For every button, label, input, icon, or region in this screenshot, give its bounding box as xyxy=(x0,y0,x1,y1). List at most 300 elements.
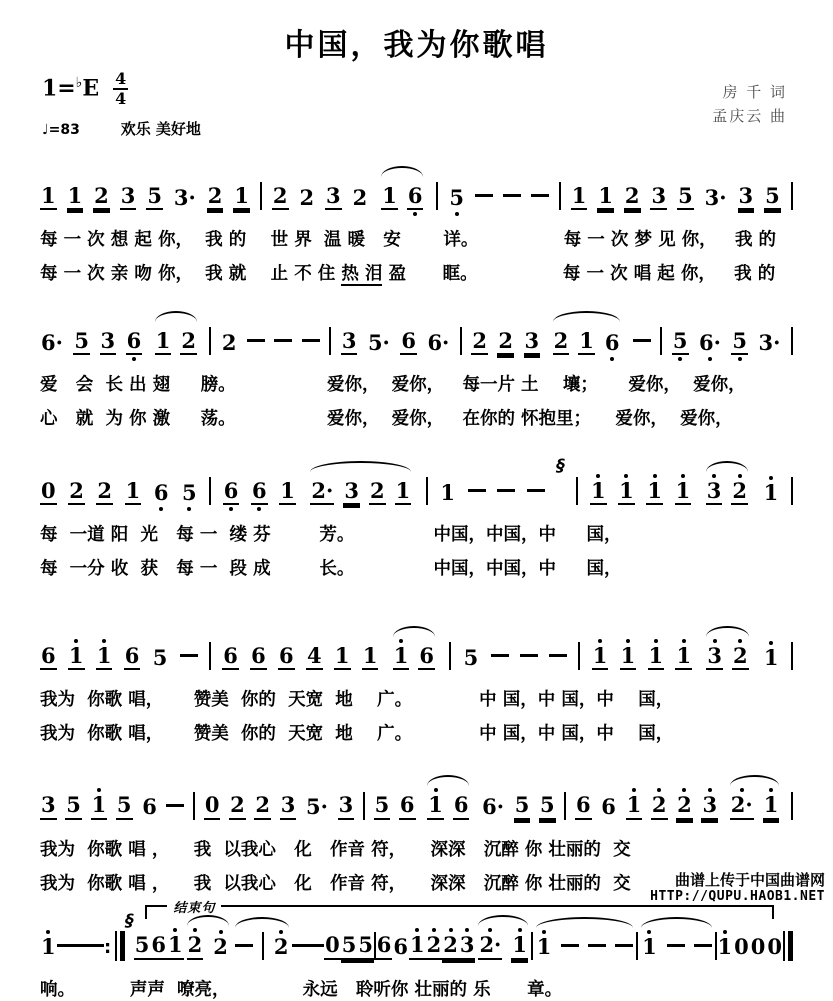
note-number: 2 xyxy=(369,479,386,505)
octave-dot-below xyxy=(126,355,143,362)
octave-dot-below xyxy=(448,210,465,217)
octave-dot-below xyxy=(426,355,450,362)
octave-dot-below xyxy=(367,355,391,362)
octave-dot-below xyxy=(341,960,358,967)
note xyxy=(357,926,374,966)
note-number: 1 xyxy=(511,933,528,959)
note xyxy=(40,324,64,362)
barline xyxy=(791,792,793,820)
note xyxy=(352,179,369,217)
octave-dot-below xyxy=(40,670,57,677)
note-number: 5 xyxy=(677,184,694,210)
note xyxy=(134,926,151,966)
octave-dot-below xyxy=(91,820,108,827)
note-number: 6· xyxy=(698,330,721,356)
octave-dot-below xyxy=(400,355,417,362)
notes-line xyxy=(40,911,793,967)
octave-dot-below xyxy=(306,670,323,677)
note-number: 0 xyxy=(40,479,57,505)
note xyxy=(717,928,734,966)
note xyxy=(392,928,409,966)
octave-dot-below xyxy=(305,820,329,827)
lyric-text: 我为 你歌 唱， 赞美 你的 天宽 地 广。 中 国，中 国，中 国， xyxy=(40,690,674,711)
barline-thick xyxy=(120,931,125,961)
note-number: 6· xyxy=(427,330,450,356)
octave-dot-below xyxy=(706,670,723,677)
note-number: 1 xyxy=(96,644,113,670)
note-number: 3 xyxy=(338,793,355,819)
note-number: 2 xyxy=(651,793,668,819)
note xyxy=(626,786,643,826)
note xyxy=(212,928,229,966)
note-number: 2 xyxy=(93,184,110,210)
note xyxy=(672,322,689,362)
barline xyxy=(209,327,211,355)
note-number: 5 xyxy=(731,329,748,355)
octave-dot-below xyxy=(624,210,641,217)
octave-dot-below xyxy=(407,210,424,217)
note-number: 6 xyxy=(150,933,167,959)
duration-dash xyxy=(491,654,509,657)
octave-dot-below xyxy=(575,820,592,827)
barline xyxy=(559,182,561,210)
note xyxy=(731,472,748,512)
note-number: 2· xyxy=(730,793,754,819)
note xyxy=(701,786,718,826)
note xyxy=(766,928,783,966)
duration-dash xyxy=(180,654,198,657)
lyrics-line xyxy=(40,686,793,711)
note xyxy=(343,472,360,512)
slur-group xyxy=(378,166,426,217)
note xyxy=(222,637,239,677)
note-number: 1 xyxy=(642,934,657,960)
octave-dot-below xyxy=(648,670,665,677)
octave-dot-below xyxy=(677,210,694,217)
octave-dot-below xyxy=(173,210,197,217)
note-number: 1 xyxy=(279,479,296,505)
duration-dash xyxy=(302,339,320,342)
note xyxy=(305,788,329,826)
note xyxy=(757,324,781,362)
note-number: 1 xyxy=(67,184,84,210)
note-number: 6 xyxy=(142,794,157,820)
note-number: 1 xyxy=(440,480,455,506)
note-number: 3 xyxy=(459,933,476,959)
note-number: 1 xyxy=(362,644,379,670)
note xyxy=(40,928,57,966)
barline-thin xyxy=(115,931,117,961)
duration-dash xyxy=(561,944,579,947)
note xyxy=(67,177,84,217)
note-number: 6 xyxy=(399,793,416,819)
lyric-text-underlined: 热 泪 xyxy=(341,264,383,285)
note-number: 2 xyxy=(96,479,113,505)
octave-dot-below xyxy=(204,820,221,827)
note-number: 5 xyxy=(374,793,391,819)
octave-dot-below xyxy=(750,960,767,967)
note xyxy=(600,788,617,826)
note-number: 0 xyxy=(734,934,749,960)
note xyxy=(676,786,693,826)
duration-dash xyxy=(88,944,104,947)
note xyxy=(280,786,297,826)
note xyxy=(575,786,592,826)
note-number: 3 xyxy=(706,644,723,670)
barline xyxy=(329,327,331,355)
octave-dot-below xyxy=(701,820,718,827)
octave-dot-below xyxy=(646,505,663,512)
duration-dash xyxy=(667,944,685,947)
note xyxy=(40,472,57,512)
note-number: 1 xyxy=(675,644,692,670)
note-number: 1 xyxy=(167,933,184,959)
note-number: 2 xyxy=(624,184,641,210)
note-number: 1 xyxy=(381,184,398,210)
note-number: 3 xyxy=(343,479,360,505)
music-system xyxy=(40,900,793,1001)
note-number: 3 xyxy=(100,329,117,355)
note-number: 5 xyxy=(463,645,479,671)
tempo-marking: ♩=83 xyxy=(42,122,80,138)
note xyxy=(471,322,488,362)
octave-dot-below xyxy=(763,820,780,827)
note xyxy=(334,637,351,677)
slur-group xyxy=(424,775,472,826)
octave-dot-below xyxy=(96,505,113,512)
key-prefix: 1= xyxy=(42,75,76,102)
note-number: 3 xyxy=(120,184,137,210)
barline xyxy=(791,642,793,670)
watermark xyxy=(650,871,825,905)
octave-dot-below xyxy=(40,505,57,512)
note-number: 1 xyxy=(578,329,595,355)
lyrics-line xyxy=(40,836,793,861)
note xyxy=(511,926,528,966)
note xyxy=(141,788,158,826)
octave-dot-below xyxy=(341,355,358,362)
lyric-text: 每 一分 收 获 每 一 段 成 长。 中国，中国，中 国， xyxy=(40,559,622,580)
note xyxy=(738,177,755,217)
note xyxy=(478,926,502,966)
note-number: 5 xyxy=(182,480,197,506)
key-signature xyxy=(42,75,99,101)
note xyxy=(409,926,426,966)
note-number: 1 xyxy=(68,644,85,670)
barline xyxy=(193,792,195,820)
note xyxy=(539,786,556,826)
octave-dot-below xyxy=(463,670,480,677)
slur-group xyxy=(390,626,438,677)
note-number: 1 xyxy=(571,184,588,210)
notes-line xyxy=(40,456,793,512)
note xyxy=(675,472,692,512)
note-number: 5· xyxy=(306,794,328,820)
note-number: 5 xyxy=(152,645,168,671)
note-number: 3 xyxy=(650,184,667,210)
barline xyxy=(791,327,793,355)
octave-dot-below xyxy=(207,210,224,217)
flat-sign: ♭ xyxy=(75,75,83,92)
note xyxy=(40,637,57,677)
octave-dot-below xyxy=(369,505,386,512)
tempo-expression-row xyxy=(42,118,201,139)
octave-dot-below xyxy=(298,210,315,217)
note-number: 5 xyxy=(146,184,163,210)
octave-dot-below xyxy=(334,670,351,677)
notes-line xyxy=(40,311,793,362)
note-number: 6 xyxy=(153,480,169,506)
lyric-text: 响。 声声 嘹亮， 永远 聆听你 壮丽的 乐 章。 xyxy=(40,979,563,1000)
octave-dot-below xyxy=(539,820,556,827)
lyricist-credit: 房 千 词 xyxy=(722,83,787,101)
note-number: 5 xyxy=(65,793,82,819)
note xyxy=(298,179,315,217)
note-number: 6 xyxy=(250,644,267,670)
note-number: 6 xyxy=(400,329,417,355)
key-note: E xyxy=(82,75,100,102)
note xyxy=(764,177,781,217)
octave-dot-below xyxy=(672,355,689,362)
octave-dot-below xyxy=(279,505,296,512)
octave-dot-below xyxy=(280,820,297,827)
duration-dash xyxy=(247,339,265,342)
barline xyxy=(449,642,451,670)
octave-dot-below xyxy=(150,960,167,967)
note xyxy=(187,926,204,966)
expression-marking: 欢乐 美好地 xyxy=(120,120,201,138)
octave-dot-below xyxy=(125,505,142,512)
note-number: 3 xyxy=(325,184,342,210)
octave-dot-below xyxy=(181,505,198,512)
duration-dash xyxy=(235,944,253,947)
note xyxy=(620,637,637,677)
octave-dot-below xyxy=(427,820,444,827)
note-number: 2 xyxy=(213,934,228,960)
note xyxy=(341,322,358,362)
note-number: 0 xyxy=(767,934,782,960)
octave-dot-below xyxy=(40,820,57,827)
slur-group xyxy=(638,917,715,966)
note-number: 1 xyxy=(40,184,57,210)
note xyxy=(463,639,480,677)
note xyxy=(173,179,197,217)
note xyxy=(68,637,85,677)
octave-dot-below xyxy=(73,355,90,362)
note-number: 5 xyxy=(357,933,374,959)
note xyxy=(120,177,137,217)
note-number: 1 xyxy=(233,184,250,210)
note xyxy=(150,926,167,966)
ending-phrase-label: 结束句 xyxy=(167,897,221,916)
note xyxy=(706,637,723,677)
note-number: 1 xyxy=(409,933,426,959)
note-number: 2 xyxy=(676,793,693,819)
note-number: 2 xyxy=(732,644,749,670)
segno-sign: § xyxy=(556,456,565,477)
octave-dot-below xyxy=(578,355,595,362)
barline xyxy=(209,477,211,505)
note xyxy=(341,926,358,966)
note-number: 6· xyxy=(482,794,505,820)
octave-dot-below xyxy=(453,820,470,827)
note-number: 4 xyxy=(306,644,323,670)
notes-line xyxy=(40,775,793,826)
note xyxy=(439,474,456,512)
note xyxy=(278,637,295,677)
octave-dot-below xyxy=(731,505,748,512)
octave-dot-below xyxy=(310,505,334,512)
note xyxy=(369,472,386,512)
note xyxy=(677,177,694,217)
note-number: 1 xyxy=(675,479,692,505)
note xyxy=(96,472,113,512)
note xyxy=(273,928,290,966)
octave-dot-below xyxy=(152,670,169,677)
barline xyxy=(576,477,578,505)
note-number: 0 xyxy=(204,793,221,819)
final-barline xyxy=(783,931,793,961)
note xyxy=(152,639,169,677)
note xyxy=(646,472,663,512)
note-number: 1 xyxy=(155,329,172,355)
slur-group xyxy=(232,917,293,966)
lyrics-line xyxy=(40,720,793,745)
barline xyxy=(209,642,211,670)
octave-dot-below xyxy=(146,210,163,217)
octave-dot-below xyxy=(426,960,443,967)
note xyxy=(324,926,341,966)
octave-dot-below xyxy=(399,820,416,827)
note xyxy=(40,177,57,217)
watermark-text: 曲谱上传于中国曲谱网 xyxy=(674,871,825,890)
octave-dot-below xyxy=(212,960,229,967)
octave-dot-below xyxy=(731,355,748,362)
note xyxy=(221,324,238,362)
note xyxy=(310,472,334,512)
barline xyxy=(260,182,262,210)
octave-dot-below xyxy=(40,355,64,362)
note-number: 1 xyxy=(763,645,779,671)
note xyxy=(399,786,416,826)
note-number: 6· xyxy=(41,330,63,356)
note xyxy=(116,786,133,826)
note xyxy=(426,324,450,362)
lyric-text: 我为 你歌 唱， 赞美 你的 天宽 地 广。 中 国，中 国，中 国， xyxy=(40,724,674,745)
note-number: 6 xyxy=(407,184,424,210)
octave-dot-below xyxy=(514,820,531,827)
note xyxy=(459,926,476,966)
octave-dot-below xyxy=(418,670,435,677)
octave-dot-below xyxy=(362,670,379,677)
note xyxy=(251,472,268,512)
octave-dot-below xyxy=(325,210,342,217)
octave-dot-below xyxy=(40,210,57,217)
octave-dot-below xyxy=(597,210,614,217)
note xyxy=(536,928,553,966)
note-number: 2 xyxy=(254,793,271,819)
note xyxy=(376,926,393,966)
note xyxy=(592,637,609,677)
note-number: 6 xyxy=(453,793,470,819)
note-number: 1 xyxy=(125,479,142,505)
octave-dot-below xyxy=(155,355,172,362)
duration-dash xyxy=(633,339,651,342)
note xyxy=(624,177,641,217)
octave-dot-below xyxy=(511,960,528,967)
octave-dot-below xyxy=(324,960,341,967)
note xyxy=(395,472,412,512)
note-number: 6 xyxy=(40,644,57,670)
note xyxy=(223,472,240,512)
octave-dot-below xyxy=(153,505,170,512)
octave-dot-below xyxy=(96,670,113,677)
note-number: 1 xyxy=(590,479,607,505)
octave-dot-below xyxy=(278,670,295,677)
lyric-text: 每 一 次 亲 吻 你， 我 就 止 不 住 xyxy=(40,264,342,285)
octave-dot-below xyxy=(223,505,240,512)
note xyxy=(750,928,767,966)
note-number: 1 xyxy=(334,644,351,670)
note-number: 2 xyxy=(221,330,237,356)
octave-dot-below xyxy=(618,505,635,512)
lyrics-line xyxy=(40,405,793,430)
lyric-text: 每 一道 阳 光 每 一 缕 芬 芳。 中国，中国，中 国， xyxy=(40,525,622,546)
note-number: 1 xyxy=(91,793,108,819)
watermark-url: HTTP://QUPU.HAOB1.NET xyxy=(650,889,825,905)
duration-dash xyxy=(531,194,549,197)
lyric-text: 我为 你歌 唱 ， 我 以我心 化 作音 符， 深深 沉醉 你 壮丽的 交 xyxy=(40,839,631,860)
note xyxy=(704,179,728,217)
note xyxy=(393,637,410,677)
octave-dot-below xyxy=(553,355,570,362)
octave-dot-below xyxy=(393,670,410,677)
note-number: 6 xyxy=(126,329,143,355)
note xyxy=(648,637,665,677)
note-number: 3 xyxy=(524,329,541,355)
note xyxy=(229,786,246,826)
barline xyxy=(564,792,566,820)
duration-dash xyxy=(274,339,292,342)
note-number: 2 xyxy=(187,933,204,959)
octave-dot-below xyxy=(738,210,755,217)
note-number: 1 xyxy=(618,479,635,505)
octave-dot-below xyxy=(116,820,133,827)
note-number: 5 xyxy=(764,184,781,210)
note xyxy=(400,322,417,362)
note xyxy=(524,322,541,362)
note xyxy=(233,177,250,217)
lyrics-line xyxy=(40,976,793,1001)
octave-dot-below xyxy=(675,505,692,512)
note xyxy=(126,322,143,362)
octave-dot-below xyxy=(65,820,82,827)
lyrics-line xyxy=(40,226,793,251)
duration-dash xyxy=(292,944,308,947)
note-number: 0 xyxy=(324,933,341,959)
octave-dot-below xyxy=(120,210,137,217)
note-number: 3 xyxy=(738,184,755,210)
note xyxy=(730,786,754,826)
note xyxy=(65,786,82,826)
music-system xyxy=(40,166,793,285)
note xyxy=(706,472,723,512)
octave-dot-below xyxy=(676,820,693,827)
note xyxy=(407,177,424,217)
octave-dot-below xyxy=(222,670,239,677)
octave-dot-below xyxy=(704,210,728,217)
note-number: 1 xyxy=(427,793,444,819)
